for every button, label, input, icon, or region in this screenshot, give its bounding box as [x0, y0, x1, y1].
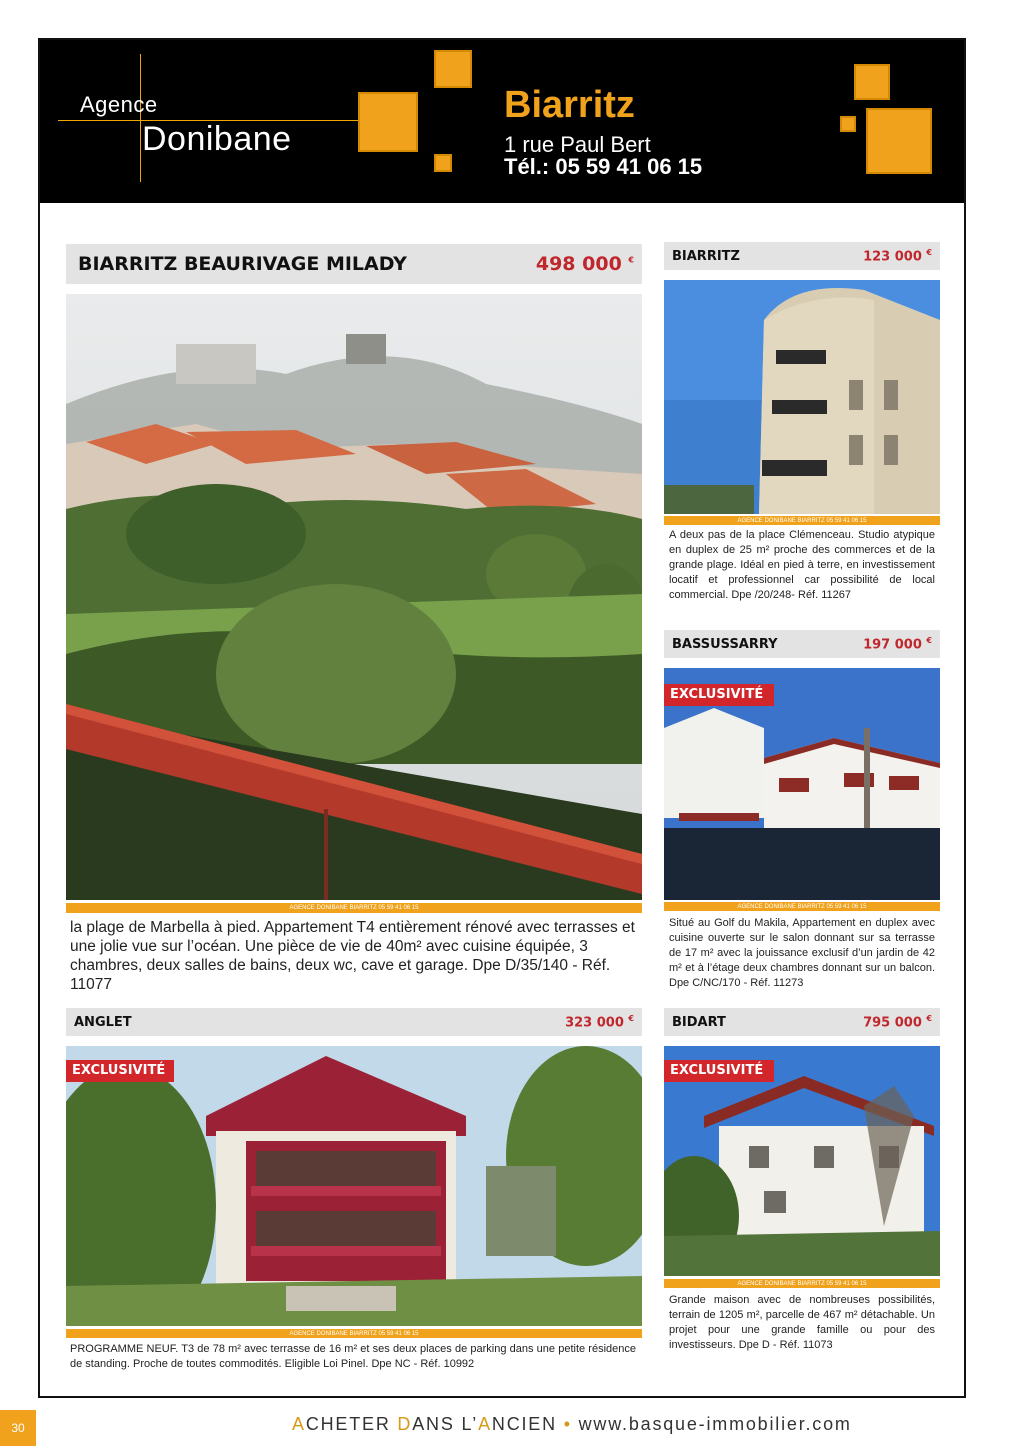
listing-description: la plage de Marbella à pied. Appartement T4 entièrement rénové avec terrasses et une jolie vue sur l’océan. Une pièce de vie de 40m² avec cuisine équipée, 3 chambres, deux salles de bains, deux wc, cave et garage. Dpe D/35/140 - Réf. 11077	[70, 919, 635, 993]
listing-description: Grande maison avec de nombreuses possibilités, terrain de 1205 m², parcelle de 467 m² détachable. Un projet pour une grande famille ou pour des investisseurs. Dpe D - Réf. 11073	[669, 1294, 935, 1351]
listing-header	[66, 1008, 642, 1036]
listing-location: ANGLET	[74, 1014, 132, 1030]
listing-location: BASSUSSARRY	[672, 636, 778, 652]
logo-donibane-text: Donibane	[142, 120, 292, 158]
listing-price: 498 000 €	[535, 253, 634, 275]
listing-price: 197 000 €	[863, 635, 932, 653]
logo-line	[140, 54, 141, 182]
listing-location: BIDART	[672, 1014, 726, 1030]
exclusivity-badge: EXCLUSIVITÉ	[66, 1060, 174, 1082]
page-number: 30	[0, 1410, 36, 1446]
listing-header	[664, 1008, 940, 1036]
agency-address: 1 rue Paul Bert	[504, 132, 651, 157]
agency-header	[40, 40, 964, 203]
exclusivity-badge: EXCLUSIVITÉ	[664, 1060, 774, 1082]
logo-square	[434, 154, 452, 172]
photo-credit: AGENCE DONIBANE BIARRITZ 05 59 41 06 15	[66, 1329, 642, 1338]
agency-city: Biarritz	[504, 84, 635, 126]
photo-credit: AGENCE DONIBANE BIARRITZ 05 59 41 06 15	[664, 1279, 940, 1288]
website-link[interactable]: www.basque-immobilier.com	[578, 1414, 852, 1434]
listing-header	[664, 242, 940, 270]
listing-description: PROGRAMME NEUF. T3 de 78 m² avec terrasse de 16 m² et ses deux places de parking dans une petite résidence de standing. Proche de toutes commodités. Eligible Loi Pinel. Dpe NC - Réf. 10992	[70, 1343, 636, 1370]
photo-credit: AGENCE DONIBANE BIARRITZ 05 59 41 06 15	[664, 902, 940, 911]
exclusivity-badge: EXCLUSIVITÉ	[664, 684, 774, 706]
listing-location: BIARRITZ BEAURIVAGE MILADY	[78, 253, 407, 275]
agency-phone: Tél.: 05 59 41 06 15	[504, 154, 703, 179]
property-photo	[66, 1046, 642, 1326]
property-photo	[664, 280, 940, 514]
logo-square	[866, 108, 932, 174]
photo-credit: AGENCE DONIBANE BIARRITZ 05 59 41 06 15	[66, 903, 642, 913]
listing-header	[66, 244, 642, 284]
logo-square	[434, 50, 472, 88]
listing-location: BIARRITZ	[672, 248, 740, 264]
logo-square	[854, 64, 890, 100]
footer-tagline: ACHETER DANS L’ANCIEN • www.basque-immobilier.com	[292, 1414, 852, 1434]
listing-price: 795 000 €	[863, 1013, 932, 1031]
listing-description: Situé au Golf du Makila, Appartement en duplex avec cuisine ouverte sur le salon donnant sur sa terrasse de 17 m² avec la jouissance exclusif d’un jardin de 42 m² et à l’étage deux chambres donnant sur un balcon. Dpe C/NC/170 - Réf. 11273	[669, 917, 935, 989]
logo-agence-text: Agence	[80, 92, 158, 117]
listing-description: A deux pas de la place Clémenceau. Studio atypique en duplex de 25 m² proche des commerces et de la grande plage. Idéal en pied à terre, en investissement locatif et professionnel car possibilité de local commercial. Dpe /20/248- Réf. 11267	[669, 529, 935, 601]
photo-credit: AGENCE DONIBANE BIARRITZ 05 59 41 06 15	[664, 516, 940, 525]
logo-square	[358, 92, 418, 152]
listing-price: 123 000 €	[863, 247, 932, 265]
listing-price: 323 000 €	[565, 1013, 634, 1031]
logo-square	[840, 116, 856, 132]
listing-header	[664, 630, 940, 658]
property-photo	[66, 294, 642, 900]
